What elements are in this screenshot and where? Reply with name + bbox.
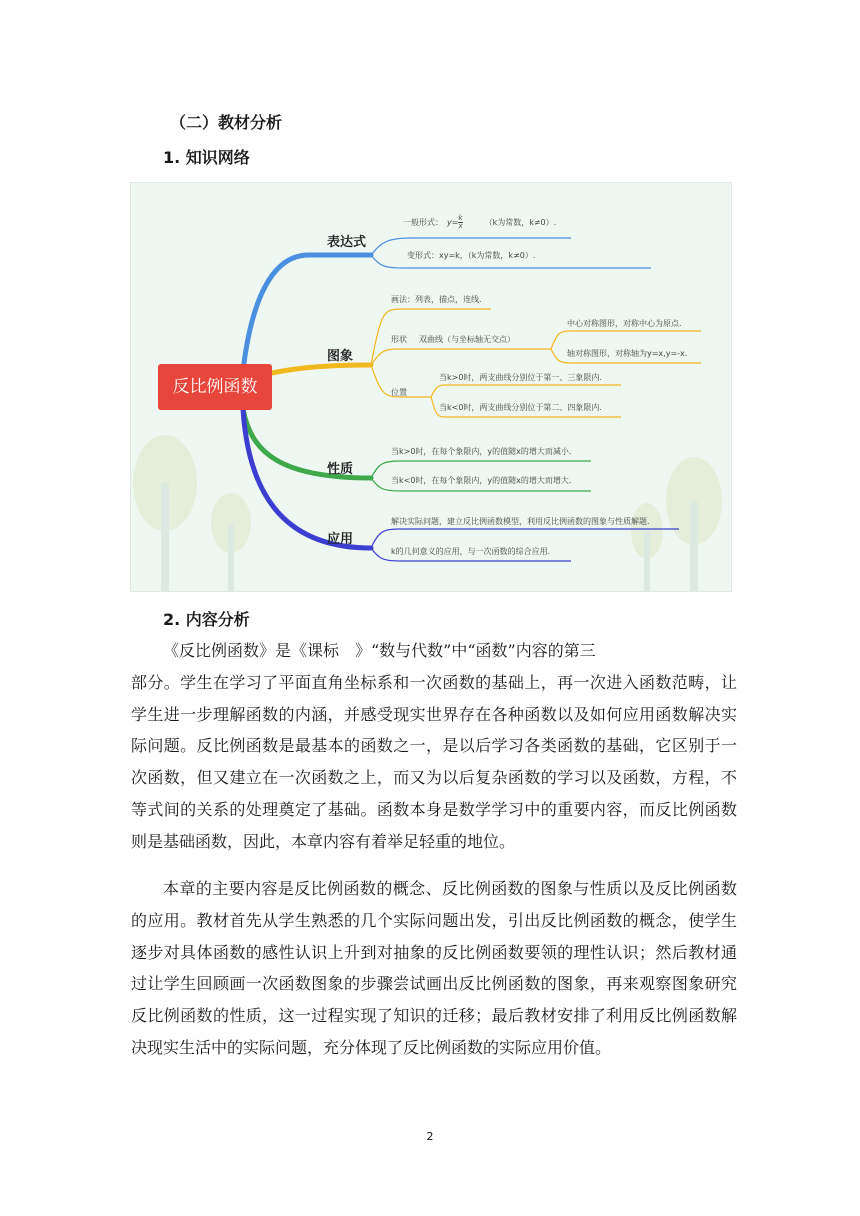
axial-symmetry: 轴对称图形，对称轴为y=x,y=-x.: [567, 349, 688, 358]
page-number: 2: [426, 1130, 434, 1143]
mind-map-center-node: 反比例函数: [158, 364, 272, 410]
shape-label: 形状: [391, 335, 407, 344]
branch-label-graph: 图象: [327, 349, 354, 364]
tree-decoration-left: [133, 435, 251, 591]
application-item-1: 解决实际问题，建立反比例函数模型，利用反比例函数的图象与性质解题.: [391, 517, 650, 526]
variant-form: 变形式：xy=k，（k为常数，k≠0）.: [407, 251, 536, 260]
position-k-positive: 当k>0时，两支曲线分别位于第一、三象限内.: [439, 373, 602, 382]
branch-label-expression: 表达式: [327, 235, 367, 250]
position-k-negative: 当k<0时，两支曲线分别位于第二、四象限内.: [439, 403, 602, 412]
paragraph-1-body: 部分。学生在学习了平面直角坐标系和一次函数的基础上，再一次进入函数范畴，让学生进一步理解函数的内涵，并感受现实世界存在各种函数以及如何应用函数解决实际问题。反比例函数是最基本的函数之一，是以后学习各类函数的基础，它区别于一次函数，但又建立在一次函数之上，而又为以后复杂函数的学习以及函数，方程，不等式间的关系的处理奠定了基础。函数本身是数学学习中的重要内容，而反比例函数则是基础函数，因此，本章内容有着举足轻重的地位。: [131, 672, 737, 851]
branch-line-graph: [272, 365, 371, 373]
content-analysis-heading: 2. 内容分析: [163, 610, 250, 629]
section-title: （二）教材分析: [170, 113, 283, 132]
paragraph-2: 本章的主要内容是反比例函数的概念、反比例函数的图象与性质以及反比例函数的应用。教材首先从学生熟悉的几个实际问题出发，引出反比例函数的概念，使学生逐步对具体函数的感性认识上升到对抽象的反比例函数要领的理性认识；然后教材通过让学生回顾画一次函数图象的步骤尝试画出反比例函数的图象，再来观察图象研究反比例函数的性质，这一过程实现了知识的迁移；最后教材安排了利用反比例函数解决现实生活中的实际问题，充分体现了反比例函数的实际应用价值。: [131, 879, 737, 1057]
general-form: 一般形式： y= $\frac{k}{x}$ （k为常数，k≠0）.: [403, 214, 557, 230]
central-symmetry: 中心对称图形，对称中心为原点.: [567, 319, 682, 328]
property-k-positive: 当k>0时，在每个象限内，y的值随x的增大而减小.: [391, 447, 572, 456]
property-k-negative: 当k<0时，在每个象限内，y的值随x的增大而增大.: [391, 476, 572, 485]
branch-label-property: 性质: [327, 462, 354, 477]
fraction-k-over-x: $\frac{k}{x}$: [458, 214, 463, 230]
paragraph-1: [131, 635, 737, 858]
application-item-2: k的几何意义的应用，与一次函数的综合应用.: [391, 547, 551, 556]
position-label: 位置: [391, 388, 407, 397]
graph-method: 画法：列表，描点，连线.: [391, 295, 482, 304]
paragraph-1-first-line: 《反比例函数》是《课标 》“数与代数”中“函数”内容的第三: [163, 641, 596, 660]
knowledge-network-heading: 1. 知识网络: [163, 148, 250, 167]
mind-map: [130, 182, 732, 592]
shape-description: 双曲线（与坐标轴无交点）: [419, 335, 515, 344]
branch-label-application: 应用: [327, 532, 354, 547]
